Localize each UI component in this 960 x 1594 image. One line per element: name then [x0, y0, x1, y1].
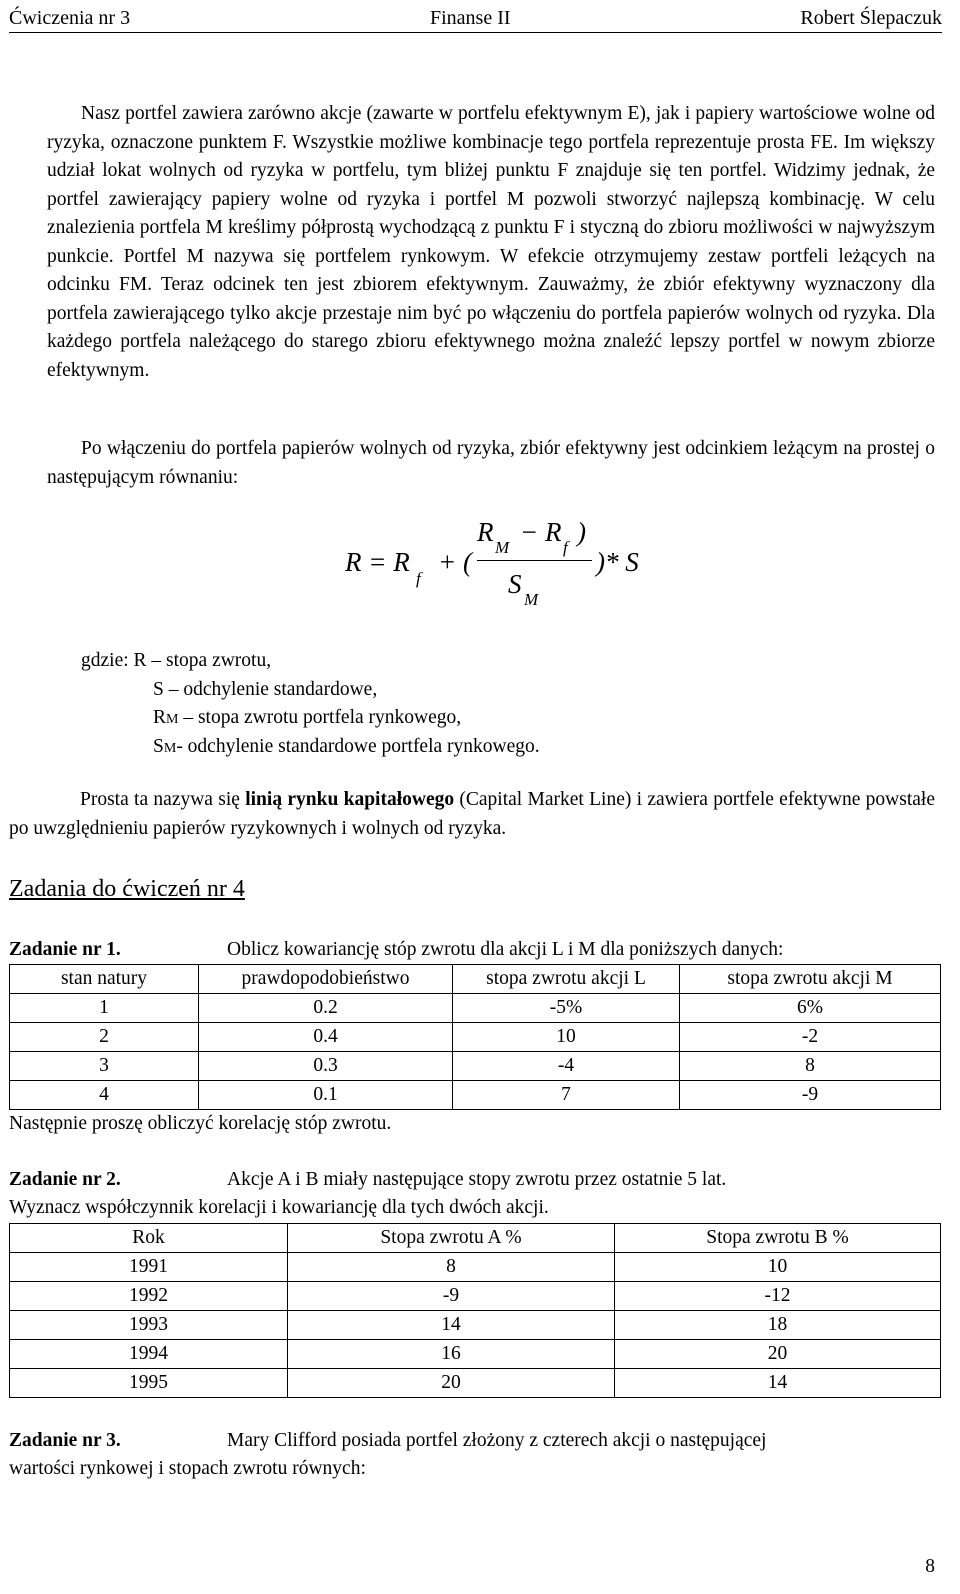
symbol-legend: [81, 647, 540, 761]
formula-num-sub-f: f: [563, 538, 568, 557]
legend-rm: RM – stopa zwrotu portfela rynkowego,: [153, 707, 462, 728]
formula-lhs: R = R: [345, 547, 410, 577]
cml-formula: [345, 518, 665, 618]
task3-text: Mary Clifford posiada portfel złożony z czterech akcji o następującej: [227, 1430, 767, 1451]
formula-tail: )* S: [596, 547, 639, 577]
table-row: 1991 8 10: [10, 1253, 941, 1282]
table-row: 1995 20 14: [10, 1369, 941, 1398]
formula-num-minus-r: − R: [520, 517, 562, 547]
page-number: 8: [925, 1556, 935, 1577]
table-row: 1993 14 18: [10, 1311, 941, 1340]
task1-table: [9, 964, 941, 1110]
legend-s: S – odchylenie standardowe,: [153, 678, 378, 700]
formula-den-sub-m: M: [524, 590, 539, 609]
table-row: 1994 16 20: [10, 1340, 941, 1369]
legend-intro: gdzie:: [81, 650, 129, 671]
table-header-row: stan natury prawdopodobieństwo stopa zwrotu akcji L stopa zwrotu akcji M: [10, 965, 941, 994]
formula-num-r: R: [477, 517, 494, 547]
task1-label: Zadanie nr 1.: [9, 939, 121, 960]
paragraph-cml-definition: Prosta ta nazywa się linią rynku kapitałowego (Capital Market Line) i zawiera portfele efektywne powstałe po uwzględnieniu papierów ryzykownych i wolnych od ryzyka.: [9, 789, 935, 839]
page-header: [9, 4, 942, 33]
section-title: Zadania do ćwiczeń nr 4: [9, 876, 245, 902]
header-course: Ćwiczenia nr 3: [9, 7, 131, 29]
header-subject: Finanse II: [430, 7, 511, 29]
legend-r: R – stopa zwrotu,: [133, 650, 272, 671]
table-row: 4 0.1 7 -9: [10, 1081, 941, 1110]
formula-plus-paren: + (: [438, 547, 472, 577]
formula-num-close: ): [577, 517, 586, 547]
task2-label: Zadanie nr 2.: [9, 1169, 121, 1190]
task3-label: Zadanie nr 3.: [9, 1430, 121, 1451]
table-row: 1992 -9 -12: [10, 1282, 941, 1311]
paragraph-cml-intro: Po włączeniu do portfela papierów wolnych od ryzyka, zbiór efektywny jest odcinkiem leżącym na prostej o następującym równaniu:: [47, 438, 935, 488]
legend-sm: SM- odchylenie standardowe portfela rynkowego.: [153, 735, 540, 757]
paragraph-efficient-set: Nasz portfel zawiera zarówno akcje (zawarte w portfelu efektywnym E), jak i papiery wartościowe wolne od ryzyka, oznaczone punktem F. Wszystkie możliwe kombinacje tego portfela reprezentuje prosta FE. Im większy udział lokat wolnych od ryzyka w portfelu, tym bliżej punktu F znajduje się ten portfel. Widzimy jednak, że portfel zawierający papiery wolne od ryzyka i portfel M pozwoli stworzyć najlepszą kombinację. W celu znalezienia portfela M kreślimy półprostą wychodzącą z punktu F i styczną do zbioru możliwości w najwyższym punkcie. Portfel M nazywa się portfelem rynkowym. W efekcie otrzymujemy zestaw portfeli leżących na odcinku FM. Teraz odcinek ten jest zbiorem efektywnym. Zauważmy, że zbiór efektywny wyznaczony dla portfela zawierającego tylko akcje przestaje nim być po włączeniu do portfela papierów wolnych od ryzyka. Dla każdego portfela należącego do starego zbioru efektywnego można znaleźć lepszy portfel w nowym zbiorze efektywnym.: [47, 103, 935, 381]
task2-text-2: Wyznacz współczynnik korelacji i kowariancję dla tych dwóch akcji.: [9, 1197, 549, 1218]
table-row: 3 0.3 -4 8: [10, 1052, 941, 1081]
task3-text-2: wartości rynkowej i stopach zwrotu równych:: [9, 1458, 366, 1479]
task1-text: Oblicz kowariancję stóp zwrotu dla akcji L i M dla poniższych danych:: [227, 939, 784, 960]
fraction-bar: [477, 560, 592, 561]
table-row: 2 0.4 10 -2: [10, 1023, 941, 1052]
table-header-row: Rok Stopa zwrotu A % Stopa zwrotu B %: [10, 1224, 941, 1253]
task2-text: Akcje A i B miały następujące stopy zwrotu przez ostatnie 5 lat.: [227, 1169, 727, 1190]
formula-sub-f: f: [416, 569, 421, 588]
table-row: 1 0.2 -5% 6%: [10, 994, 941, 1023]
cml-term: linią rynku kapitałowego: [245, 789, 455, 810]
header-author: Robert Ślepaczuk: [800, 7, 942, 29]
formula-num-sub-m: M: [495, 538, 510, 557]
formula-den-s: S: [508, 569, 522, 599]
task2-table: [9, 1223, 941, 1398]
task1-followup: Następnie proszę obliczyć korelację stóp zwrotu.: [9, 1113, 392, 1134]
